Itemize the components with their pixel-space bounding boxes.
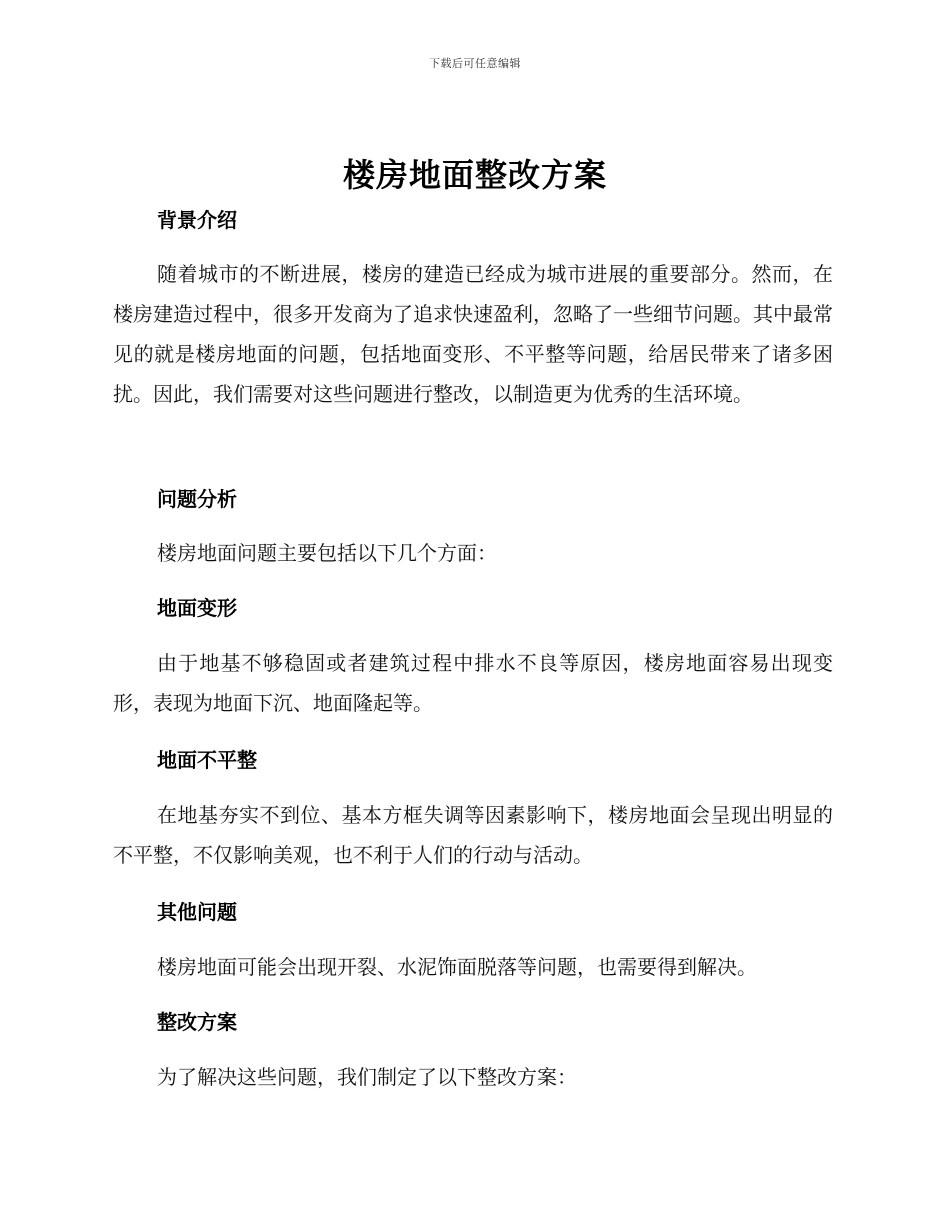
heading-other: 其他问题 — [157, 900, 237, 924]
paragraph-background: 随着城市的不断进展，楼房的建造已经成为城市进展的重要部分。然而，在楼房建造过程中，很多开发商为了追求快速盈利，忽略了一些细节问题。其中最常见的就是楼房地面的问题，包括地面变形、不平整等问题，给居民带来了诸多困扰。因此，我们需要对这些问题进行整改，以制造更为优秀的生活环境。 — [113, 262, 833, 406]
paragraph-unevenness: 在地基夯实不到位、基本方框失调等因素影响下，楼房地面会呈现出明显的不平整，不仅影响美观，也不利于人们的行动与活动。 — [113, 803, 833, 867]
paragraph-deformation: 由于地基不够稳固或者建筑过程中排水不良等原因，楼房地面容易出现变形，表现为地面下沉、地面隆起等。 — [113, 651, 833, 715]
heading-deformation: 地面变形 — [157, 596, 237, 620]
heading-analysis: 问题分析 — [157, 487, 237, 511]
heading-unevenness: 地面不平整 — [157, 748, 257, 772]
paragraph-plan: 为了解决这些问题，我们制定了以下整改方案： — [157, 1065, 577, 1089]
heading-plan: 整改方案 — [157, 1010, 237, 1034]
document-title: 楼房地面整改方案 — [342, 156, 607, 194]
header-note: 下载后可任意编辑 — [429, 57, 521, 70]
paragraph-other: 楼房地面可能会出现开裂、水泥饰面脱落等问题，也需要得到解决。 — [157, 955, 757, 979]
paragraph-analysis: 楼房地面问题主要包括以下几个方面： — [157, 541, 497, 565]
heading-background: 背景介绍 — [157, 208, 237, 232]
